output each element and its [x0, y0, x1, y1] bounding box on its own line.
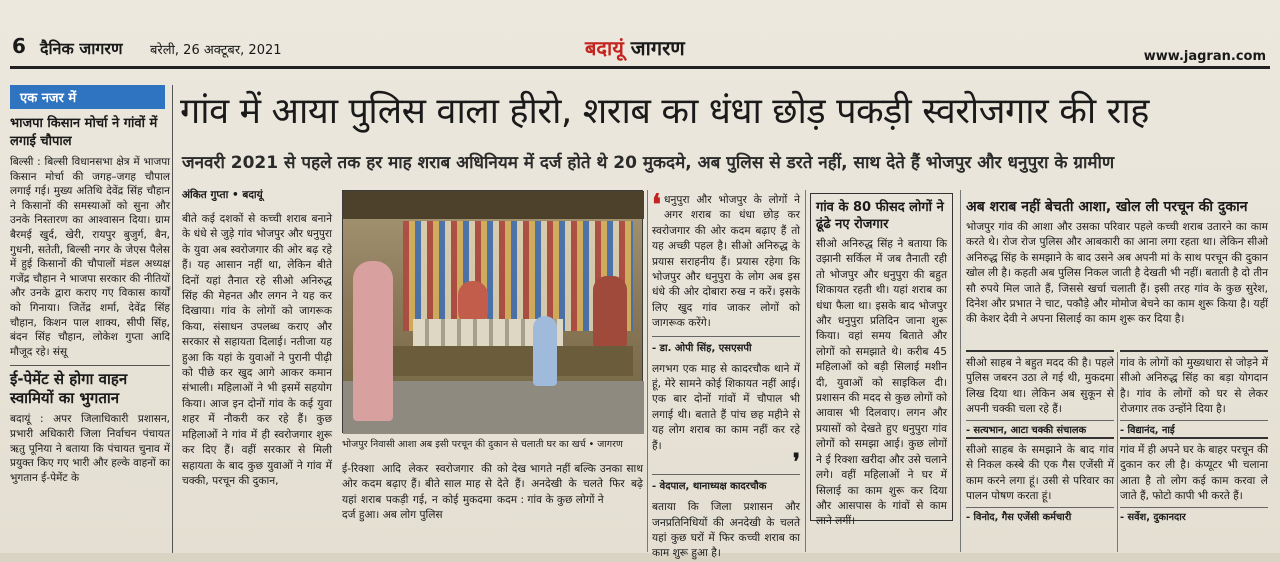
quote-column [652, 188, 800, 560]
villager-quote-2-attribution: - विद्यानंद, नाई [1120, 420, 1268, 436]
quote-close-icon: ❜ [792, 449, 800, 476]
side-story-body: भोजपुर गांव की आशा और उसका परिवार पहले कच्ची शराब उतारने का काम करते थे। रोज रोज पुलिस और आबकारी का आना लगा रहता था। लेकिन सीओ अनिरुद्ध सिंह के समझाने के बाद उसने अब अपनी मां के साथ परचून की दुकान खोल ली है। कहती अब पुलिस निकल जाती है देखती भी नहीं। बताती है दो तीन सौ रुपये मिल जाते हैं, जिससे खर्चा चलाती हैं। इसी तरह गांव के कुछ सुरेश, दिनेश और प्रभात ने चाट, पकौड़े और मोमोज बेचने का काम शुरू किया है। यहीं की केशर देवी ने अपना सिलाई का काम शुरू कर दिया है। [966, 221, 1268, 326]
info-box [810, 193, 953, 528]
masthead [0, 30, 1280, 70]
side-story [966, 198, 1268, 348]
sidebar-tag: एक नजर में [10, 85, 165, 109]
edition-date: बरेली, 26 अक्टूबर, 2021 [150, 43, 282, 58]
photo-caption: भोजपुर निवासी आशा अब इसी परचून की दुकान से चलाती घर का खर्च • जागरण [342, 439, 623, 450]
column-divider [960, 190, 961, 552]
sidebar-story1-headline: भाजपा किसान मोर्चा ने गांवों में लगाई चौपाल [10, 116, 158, 149]
villager-quote-2 [1120, 350, 1268, 435]
sidebar-story2-body: बदायूं : अपर जिलाधिकारी प्रशासन, प्रभारी अधिकारी जिला निर्वाचन पंचायत ऋतु पूनिया ने बताया कि पंचायत चुनाव में प्रयुक्त किए गए भारी और हल्के वाहनों का भुगतान ई-पेमेंट के [10, 413, 170, 484]
quote-ssp-attribution: - डा. ओपी सिंह, एसएसपी [652, 336, 800, 354]
column-divider [172, 85, 173, 553]
quote-sho-text: लगभग एक माह से कादरचौक थाने में हूं, मेरे सामने कोई शिकायत नहीं आई। एक बार दोनों गांवों में चौपाल भी लगाई थी। बताते हैं पांच छह महीने से यह लोग शराब का काम नहीं कर रहे हैं। [652, 362, 800, 452]
site-url: www.jagran.com [1143, 49, 1266, 64]
villager-quote-4-attribution: - सर्वेश, दुकानदार [1120, 507, 1268, 523]
villager-quote-2-text: गांव के लोगों को मुख्यधारा से जोड़ने में सीओ अनिरुद्ध सिंह का बड़ा योगदान है। गांव के लोगों को घर से लेकर रोजगार तक उन्होंने दिया है। [1120, 357, 1268, 416]
sidebar-briefs [10, 85, 170, 553]
quote-ssp-text: धनुपुरा और भोजपुर के लोगों ने अगर शराब का धंधा छोड़ कर स्वरोजगार की ओर कदम बढ़ाए हैं तो यह अच्छी पहल है। सीओ अनिरुद्ध के प्रयास सराहनीय हैं। प्रयास रहेगा कि भोजपुर और धनुपुरा के लोग अब इस धंधे की ओर दोबारा रुख न करें। इसके लिए खुद गांव जाकर लोगों को जागरूक करेंगे। [652, 194, 800, 330]
page-number: 6 [12, 34, 26, 58]
byline: अंकित गुप्ता • बदायूं [182, 189, 263, 201]
villager-quote-1-attribution: - सत्यभान, आटा चक्की संचालक [966, 420, 1114, 436]
side-story-headline: अब शराब नहीं बेचती आशा, खोल ली परचून की दुकान [966, 199, 1248, 215]
villager-quote-1-text: सीओ साहब ने बहुत मदद की है। पहले पुलिस जबरन उठा ले गई थी, मुकदमा लिख दिया था। लेकिन अब सुकून से अपनी चक्की चला रहे हैं। [966, 357, 1114, 416]
villager-quote-3-attribution: - विनोद, गैस एजेंसी कर्मचारी [966, 507, 1114, 523]
article-column-4-tail: बताया कि जिला प्रशासन और जनप्रतिनिधियों की अनदेखी के चलते यहां कुछ घरों में फिर कच्ची शराब का काम शुरू हुआ है। [652, 501, 800, 560]
section-brand [585, 34, 685, 61]
villager-quote-4 [1120, 437, 1268, 523]
info-box-body: सीओ अनिरुद्ध सिंह ने बताया कि उझानी सर्किल में जब तैनाती रही तो भोजपुर और धनुपुरा की बहुत शिकायत रहती थी। यहां शराब का धंधा फैला था। इसके बाद भोजपुर और धनुपुरा प्रतिदिन जाना शुरू किया। वहां समय बिताते और लोगों को समझाते थे। करीब 45 महिलाओं को बड़ी सिलाई मशीन दी, युवाओं को साइकिल दी। प्रशासन की मदद से कुछ लोगों को आवास भी दिलवाए। लगन और प्रयासों को देखते हुए धनुपुरा गांव लोगों को समझा आई। कुछ लोगों ने ई रिक्शा खरीदा और उसे चलाने लगे। वहीं महिलाओं ने घर में सिलाई का काम शुरू कर दिया और आसपास के गांवों से काम लाने लगीं। [816, 238, 947, 528]
sidebar-story1-body: बिल्सी : बिल्सी विधानसभा क्षेत्र में भाजपा किसान मोर्चा की जगह–जगह चौपाल लगाई गई। मुख्य अतिथि देवेंद्र सिंह चौहान ने किसानों की समस्याओं को सुना और उनके निस्तारण का आश्वासन दिया। ग्राम बैरमई खुर्द, खेरी, रायपुर बुजुर्ग, बैन, गुधनी, सतेती, बिल्सी नगर के जेएस पैलेस में हुई किसानों की चौपालों मंडल अध्यक्ष गजेंद्र चौहान ने भाजपा सरकार की नीतियों और उनके द्वारा कराए गए विकास कार्यों को गिनाया। जितेंद्र शर्मा, देवेंद्र सिंह चौहान, किशन पाल शाक्य, सीपी सिंह, बंदन सिंह चौहान, लोकेश गुप्ता आदि मौजूद रहे। संसू [10, 156, 170, 358]
column-divider [1117, 352, 1118, 552]
article-column-3: को देख भागते नहीं बल्कि उनका साथ देते हैं। अनदेखी के चलते फिर बढ़े कदम : गांव के कुछ लोगों ने [497, 463, 643, 506]
villager-quote-4-text: गांव में ही अपने घर के बाहर परचून की दुकान कर ली है। कंप्यूटर भी चलाना आता है तो लोग कई काम करवा ले जाते हैं, फोटो कापी भी करते हैं। [1120, 444, 1268, 503]
quote-sho-attribution: - वेदपाल, थानाध्यक्ष कादरचौक [652, 474, 800, 492]
villager-quote-3 [966, 437, 1114, 523]
main-headline: गांव में आया पुलिस वाला हीरो, शराब का धंधा छोड़ पकड़ी स्वरोजगार की राह [180, 91, 1149, 132]
sub-headline: जनवरी 2021 से पहले तक हर माह शराब अधिनियम में दर्ज होते थे 20 मुकदमे, अब पुलिस से डरते नहीं, साथ देते हैं भोजपुर और धनुपुरा के ग्रामीण [182, 153, 1115, 173]
section-brand-red: बदायूं [585, 36, 631, 60]
masthead-rule [10, 66, 1270, 69]
info-box-headline: गांव के 80 फीसद लोगों ने ढूंढे नए रोजगार [816, 200, 944, 232]
column-divider [805, 190, 806, 552]
column-divider [647, 190, 648, 552]
villager-quote-1 [966, 350, 1114, 435]
article-column-1: बीते कई दशकों से कच्ची शराब बनाने के धंधे से जुड़े गांव भोजपुर और धनुपुरा के युवा अब स्वरोजगार की ओर बढ़ रहे हैं। यह आसान नहीं था, लेकिन बीते दिनों यहां तैनात रहे सीओ अनिरुद्ध सिंह की मेहनत और लगन ने यह कर दिखाया। गांव के लोगों को जागरूक किया, संसाधन उपलब्ध कराए और सरकार से सहायता दिलाई। नतीजा यह हुआ कि यहां के युवाओं ने पुरानी पीढ़ी को पीछे कर खुद आगे आकर कमान संभाली। महिलाओं ने भी इसमें सहयोग किया। आज इन दोनों गांव के कई युवा शहर में नौकरी कर रहे हैं। कुछ महिलाओं ने गांव में ही स्वरोजगार शुरू कर दिए हैं। वहीं सरकार से मिली सहायता के बाद कुछ युवाओं ने गांव में चक्की, परचून की दुकान, [182, 213, 332, 487]
paper-name: दैनिक जागरण [40, 39, 123, 58]
sidebar-story2-headline: ई-पेमेंट से होगा वाहन स्वामियों का भुगतान [10, 365, 170, 408]
villager-quote-3-text: सीओ साहब के समझाने के बाद गांव से निकल कस्बे की एक गैस एजेंसी में काम करने लगा हूं। उसी से परिवार का पालन पोषण करता हूं। [966, 444, 1114, 503]
section-brand-black: जागरण [630, 36, 685, 60]
article-photo [342, 190, 643, 433]
article-column-2: ई-रिक्शा आदि लेकर स्वरोजगार की ओर कदम बढ़ाए हैं। बीते साल माह से यहां शराब पकड़ी गई, न कोई मुकदमा दर्ज हुआ। अब लोग पुलिस [342, 463, 492, 522]
quote-open-icon: ❛ [652, 188, 662, 221]
